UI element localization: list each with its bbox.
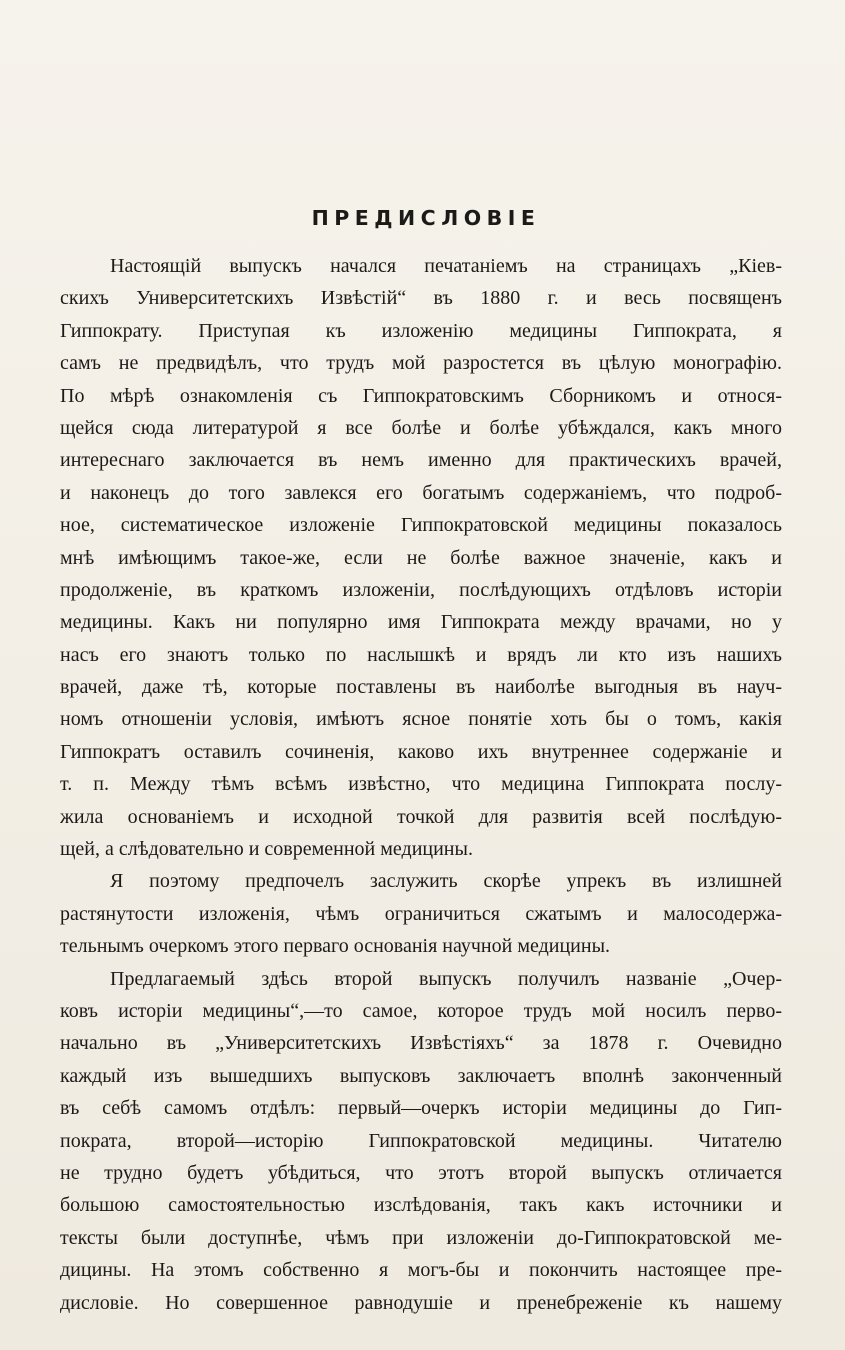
text-line: насъ его знаютъ только по наслышкѣ и врядъ ли кто изъ нашихъ xyxy=(60,643,782,666)
text-line: пократа, второй—исторію Гиппократовской медицины. Читателю xyxy=(60,1129,782,1152)
text-line: Гиппократу. Приступая къ изложенію медицины Гиппократа, я xyxy=(60,319,782,342)
text-line: Я поэтому предпочелъ заслужить скорѣе упрекъ въ излишней xyxy=(110,870,782,893)
paragraph-2 xyxy=(60,865,782,962)
text-line: ное, систематическое изложеніе Гиппократовской медицины показалось xyxy=(60,514,782,537)
text-line: врачей, даже тѣ, которые поставлены въ наиболѣе выгодныя въ науч- xyxy=(60,676,782,699)
text-line: каждый изъ вышедшихъ выпусковъ заключаетъ вполнѣ законченный xyxy=(60,1064,782,1087)
text-line: большою самостоятельностью изслѣдованія, такъ какъ источники и xyxy=(60,1194,782,1217)
text-line: въ себѣ самомъ отдѣлъ: первый—очеркъ исторіи медицины до Гип- xyxy=(60,1097,782,1120)
text-line: жила основаніемъ и исходной точкой для развитія всей послѣдую- xyxy=(60,805,782,828)
text-line: тельнымъ очеркомъ этого перваго основанія научной медицины. xyxy=(60,935,611,958)
text-line: не трудно будетъ убѣдиться, что этотъ второй выпускъ отличается xyxy=(60,1161,782,1184)
text-line: По мѣрѣ ознакомленія съ Гиппократовскимъ Сборникомъ и относя- xyxy=(60,384,782,407)
paragraph-3 xyxy=(60,963,782,1319)
page-content xyxy=(60,203,782,1319)
paragraph-1 xyxy=(60,250,782,865)
page-title: ПРЕДИСЛОВІЕ xyxy=(311,206,541,230)
text-line: номъ отношеніи условія, имѣютъ ясное понятіе хоть бы о томъ, какія xyxy=(60,708,782,731)
text-line: тексты были доступнѣе, чѣмъ при изложеніи до-Гиппократовской ме- xyxy=(60,1226,782,1249)
text-line: дицины. На этомъ собственно я могъ-бы и покончить настоящее пре- xyxy=(60,1259,782,1282)
text-line: ковъ исторіи медицины“,—то самое, которое трудъ мой носилъ перво- xyxy=(60,999,782,1022)
text-line: растянутости изложенія, чѣмъ ограничиться сжатымъ и малосодержа- xyxy=(60,902,782,925)
text-line: щей, а слѣдовательно и современной медицины. xyxy=(60,838,473,861)
text-line: мнѣ имѣющимъ такое-же, если не болѣе важное значеніе, какъ и xyxy=(60,546,782,569)
text-line: дисловіе. Но совершенное равнодушіе и пренебреженіе къ нашему xyxy=(60,1291,782,1314)
text-line: скихъ Университетскихъ Извѣстій“ въ 1880 г. и весь посвященъ xyxy=(60,287,782,310)
text-line: медицины. Какъ ни популярно имя Гиппократа между врачами, но у xyxy=(60,611,782,634)
text-line: и наконецъ до того завлекся его богатымъ содержаніемъ, что подроб- xyxy=(60,481,782,504)
text-line: начально въ „Университетскихъ Извѣстіяхъ“ за 1878 г. Очевидно xyxy=(60,1032,782,1055)
text-line: щейся сюда литературой я все болѣе и болѣе убѣждался, какъ много xyxy=(60,416,782,439)
text-line: Гиппократъ оставилъ сочиненія, каково ихъ внутреннее содержаніе и xyxy=(60,740,782,763)
text-line: т. п. Между тѣмъ всѣмъ извѣстно, что медицина Гиппократа послу- xyxy=(60,773,782,796)
text-line: продолженіе, въ краткомъ изложеніи, послѣдующихъ отдѣловъ исторіи xyxy=(60,578,782,601)
text-line: Предлагаемый здѣсь второй выпускъ получилъ названіе „Очер- xyxy=(110,967,782,990)
text-line: Настоящій выпускъ начался печатаніемъ на страницахъ „Кіев- xyxy=(110,255,782,277)
text-line: интереснаго заключается въ немъ именно для практическихъ врачей, xyxy=(60,449,782,472)
text-line: самъ не предвидѣлъ, что трудъ мой разростется въ цѣлую монографію. xyxy=(60,352,782,375)
